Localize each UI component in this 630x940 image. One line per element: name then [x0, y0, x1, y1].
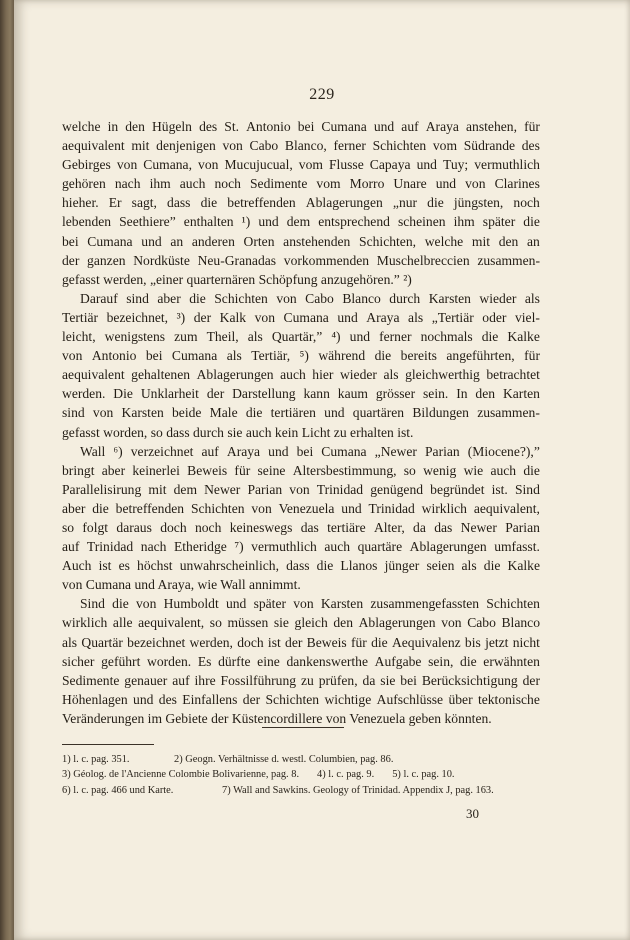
text-line: leicht, wenigstens zum Theil, als Quartär,” ⁴) und ferner nochmals die Kalke — [62, 329, 540, 345]
text-line: Sedimente genauer auf ihre Fossilführung zu prüfen, da sie bei Berücksichtigung der — [62, 672, 540, 688]
footnote-line — [62, 783, 540, 798]
text-line: gehören nach ihm auch noch Sedimente vom Morro Unare und von Clarines — [62, 176, 540, 192]
text-line: so folgt daraus doch noch keineswegs das tertiäre Alter, da das Newer Parian — [62, 519, 540, 535]
text-line: der ganzen Nordküste Neu-Granadas vorkommenden Muschelbreccien zusammen- — [62, 252, 540, 268]
text-line: von Antonio bei Cumana als Tertiär, ⁵) während die bereits angeführten, für — [62, 348, 540, 364]
footnote: 2) Geogn. Verhältnisse d. westl. Columbien, pag. 86. — [174, 754, 394, 765]
footnote-line — [62, 752, 540, 767]
text-line: sind von Karsten beide Male die tertiären und quartären Bildungen zusammen- — [62, 405, 540, 421]
text-line: Gebirges von Cumana, von Mucujucual, vom Flusse Capaya und Tuy; vermuthlich — [62, 157, 540, 173]
footnotes — [62, 752, 540, 798]
footnote: 1) l. c. pag. 351. — [62, 754, 130, 765]
signature-mark: 30 — [466, 806, 479, 821]
text-line: bei Cumana und an anderen Orten anstehenden Schichten, welche mit den an — [62, 233, 540, 249]
paragraph — [62, 117, 540, 289]
text-line: Parallelisirung mit dem Newer Parian von Trinidad genügend begründet ist. Sind — [62, 481, 540, 497]
text-line: wirklich alle aequivalent, so müssen sie gleich den Ablagerungen von Cabo Blanco — [62, 615, 540, 631]
text-line: Wall ⁶) verzeichnet auf Araya und bei Cumana „Newer Parian (Miocene?),” — [80, 443, 540, 459]
text-line: gefasst worden, so dass durch sie auch kein Licht zu erhalten ist. — [62, 424, 414, 440]
paragraph — [62, 289, 540, 442]
footnote: 4) l. c. pag. 9. — [317, 769, 375, 781]
text-line: Auch ist es höchst unwahrscheinlich, dass die Llanos jünger seien als die Kalke — [62, 558, 540, 574]
section-divider — [262, 727, 344, 728]
text-line: welche in den Hügeln des St. Antonio bei Cumana und auf Araya anstehen, für — [62, 119, 540, 134]
text-line: aequivalent gehaltenen Ablagerungen auch hier wieder als gleichwerthig betrachtet — [62, 367, 540, 383]
footnote-line — [62, 767, 540, 782]
footnote: 5) l. c. pag. 10. — [392, 769, 455, 781]
footnote-divider — [62, 744, 154, 745]
text-line: Tertiär bezeichnet, ³) der Kalk von Cumana und Araya als „Tertiär oder viel- — [62, 309, 540, 325]
footnote: 7) Wall and Sawkins. Geology of Trinidad. Appendix J, pag. 163. — [222, 784, 494, 796]
text-line: gefasst werden, „einer quarternären Schöpfung anzugehören.” ²) — [62, 271, 412, 287]
text-line: Darauf sind aber die Schichten von Cabo Blanco durch Karsten wieder als — [80, 290, 540, 306]
text-line: von Cumana und Araya, wie Wall annimmt. — [62, 577, 301, 593]
text-line: sicher geführt worden. Es dürfte eine dankenswerthe Aufgabe sein, die erwähnten — [62, 653, 540, 669]
text-line: auf Trinidad nach Etheridge ⁷) vermuthlich auch quartäre Ablagerungen umfasst. — [62, 539, 540, 555]
text-line: bringt aber keinerlei Beweis für seine Altersbestimmung, so wenig wie auch die — [62, 462, 540, 478]
text-line: Veränderungen im Gebiete der Küstencordillere von Venezuela geben könnten. — [62, 710, 492, 726]
text-line: als Quartär bezeichnet werden, doch ist der Beweis für die Aequivalenz bis jetzt nicht — [62, 634, 540, 650]
footnote: 3) Géolog. de l'Ancienne Colombie Bolivarienne, pag. 8. — [62, 769, 300, 781]
text-line: lebenden Seethiere” enthalten ¹) und dem entsprechend scheinen ihm später die — [62, 214, 540, 230]
body-text — [62, 117, 540, 728]
text-line: Höhenlagen und des Einfallens der Schichten wichtige Aufschlüsse über tektonische — [62, 691, 540, 707]
book-page — [14, 0, 630, 940]
page-number: 229 — [309, 86, 335, 103]
text-line: Sind die von Humboldt und später von Karsten zusammengefassten Schichten — [80, 596, 540, 612]
text-line: hieher. Er sagt, dass die betreffenden Ablagerungen „nur die jüngsten, noch — [62, 195, 540, 211]
paragraph — [62, 442, 540, 595]
text-line: aequivalent mit denjenigen von Cabo Blanco, ferner Schichten vom Südrande des — [62, 138, 540, 154]
text-line: werden. Die Unklarheit der Darstellung kann kaum grösser sein. In den Karten — [62, 386, 540, 402]
text-line: aber die betreffenden Schichten von Venezuela und Trinidad wirklich aequivalent, — [62, 500, 540, 516]
footnote: 6) l. c. pag. 466 und Karte. — [62, 784, 174, 796]
paragraph — [62, 594, 540, 728]
